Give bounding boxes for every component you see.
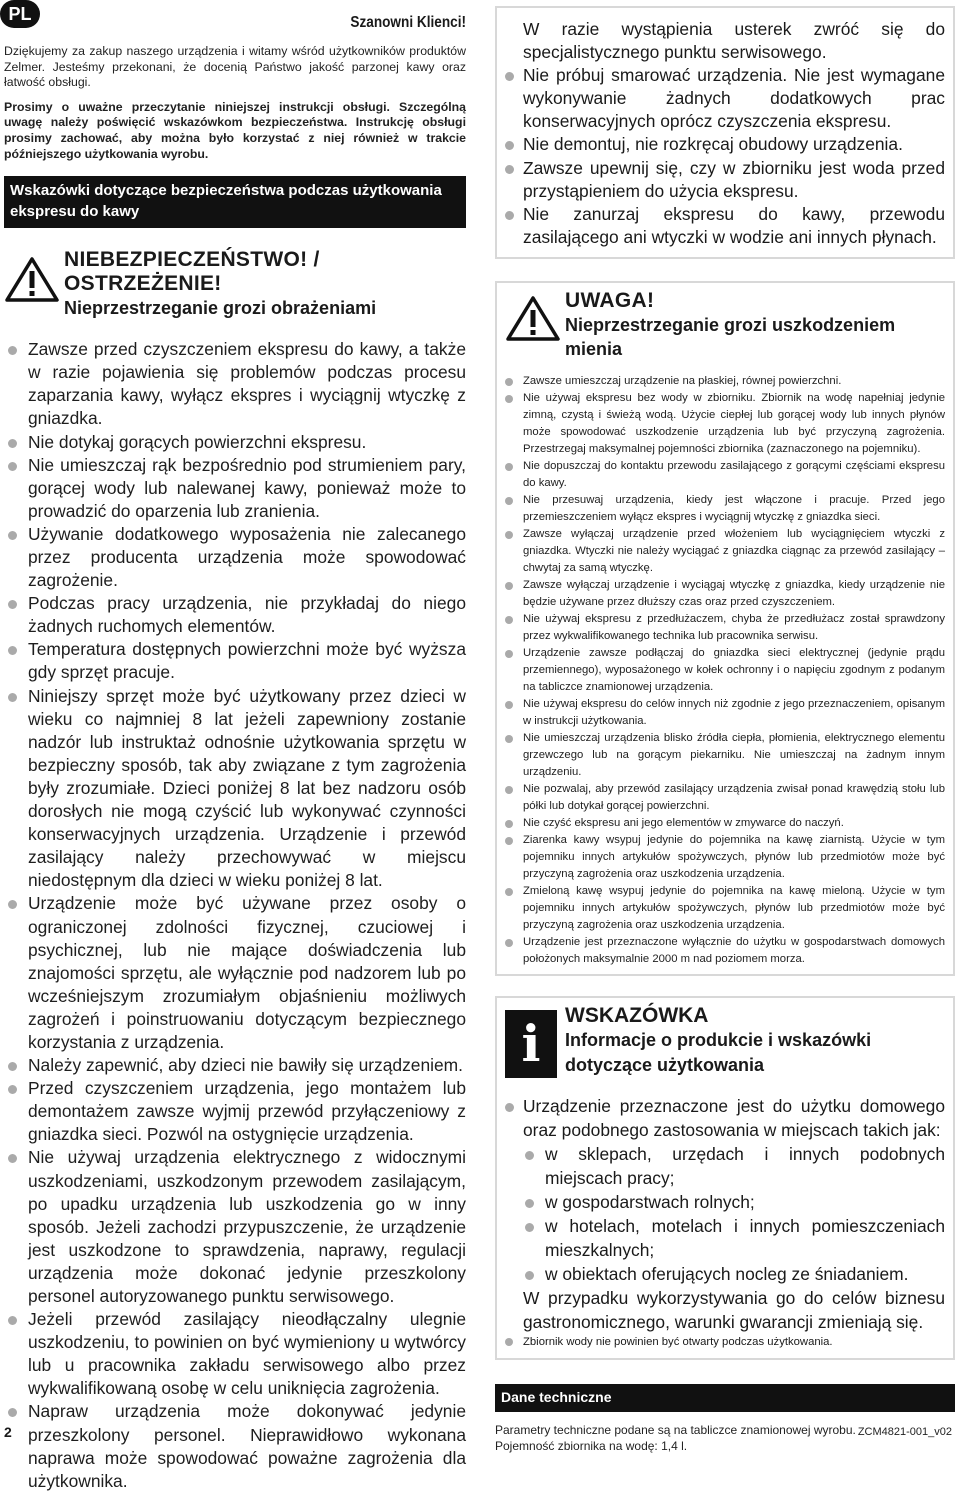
list-item: Nie pozwalaj, aby przewód zasilający urządzenia zwisał ponad krawędzią stołu lub półki lub dotykał gorącej powierzchni. [505,781,945,815]
list-item: Nie demontuj, nie rozkręcaj obudowy urządzenia. [505,133,945,156]
right-column [495,6,955,1455]
list-item: Napraw urządzenia może dokonywać jedynie przeszkolony personel. Nieprawidłowo wykonana naprawa może spowodować poważne zagrożenia dla użytkownika. [4,1400,466,1492]
list-item: w hotelach, motelach i innych pomieszczeniach mieszkalnych; [523,1214,945,1262]
list-item: Urządzenie zawsze podłączaj do gniazdka sieci elektrycznej (jedynie prądu przemiennego), wyposażonego w kołek ochronny i o napięciu zgodnym z podanym na tabliczce znamionowej urządzenia. [505,645,945,696]
danger-title: NIEBEZPIECZEŃSTWO! / OSTRZEŻENIE! [64,248,320,296]
greeting: Szanowni Klienci! [350,14,466,31]
tech-data-title: Dane techniczne [495,1384,955,1412]
list-item: Należy zapewnić, aby dzieci nie bawiły się urządzeniem. [4,1054,466,1077]
continuation-list [505,64,945,249]
info-sublist [523,1142,945,1286]
list-item: Nie dopuszczaj do kontaktu przewodu zasilającego z gorącymi częściami ekspresu do kawy. [505,458,945,492]
list-item: Zawsze wyłączaj urządzenie przed włożeniem lub wyciągnięciem wtyczki z gniazdka. Wtyczki nie należy wyciągać z gniazdka ciągnąc za przewód zasilający – chwytaj za samą wtyczkę. [505,526,945,577]
info-list [505,1094,945,1350]
intro-paragraph-bold: Prosimy o uważne przeczytanie niniejszej instrukcji obsługi. Szczególną uwagę należy poświęcić wskazówkom bezpieczeństwa. Instrukcję obsługi prosimy zachować, aby można było korzystać z niej również w trakcie późniejszego użytkowania wyrobu. [4,99,466,161]
list-item: Zawsze wyłączaj urządzenie i wyciągaj wtyczkę z gniazdka, kiedy urządzenie nie będzie używane przez dłuższy czas oraz przed czyszczeniem. [505,577,945,611]
list-item: Nie umieszczaj urządzenia blisko źródła ciepła, płomienia, elektrycznego elementu grzewczego lub na gorącym piekarniku. Nie umieszczaj na żadnym innym urządzeniu. [505,730,945,781]
caution-list [505,373,945,968]
list-item: w obiektach oferujących nocleg ze śniadaniem. [523,1262,945,1286]
list-item: Podczas pracy urządzenia, nie przykładaj do niego żadnych ruchomych elementów. [4,592,466,638]
language-badge: PL [0,0,40,28]
list-item: Zawsze przed czyszczeniem ekspresu do kawy, a także w razie pojawienia się problemów podczas procesu zaparzania kawy, wyłącz ekspres i wyciągnij wtyczkę z gniazdka. [4,338,466,430]
list-item: Zbiornik wody nie powinien być otwarty podczas użytkowania. [505,1334,945,1350]
list-item: Nie próbuj smarować urządzenia. Nie jest wymagane wykonywanie żadnych dodatkowych prac konserwacyjnych oprócz czyszczenia ekspresu. [505,64,945,133]
info-tail-text: W przypadku wykorzystywania go do celów biznesu gastronomicznego, warunki gwarancji zmieniają się. [523,1287,945,1332]
list-item: Zawsze umieszczaj urządzenie na płaskiej, równej powierzchni. [505,373,945,390]
danger-subtitle: Nieprzestrzeganie grozi obrażeniami [64,298,377,319]
list-item: Nie używaj urządzenia elektrycznego z widocznymi uszkodzeniami, uszkodzonym przewodem zasilającym, po upadku urządzenia lub uszkodzenia go w inny sposób. Jeżeli zachodzi przypuszczenie, że urządzenie jest uszkodzone to sprawdzenia, naprawy, regulacji urządzenia może dokonać jedynie przeszkolony personel autoryzowanego punktu serwisowego. [4,1146,466,1308]
list-item: Urządzenie jest przeznaczone wyłącznie do użytku w gospodarstwach domowych położonych maksymalnie 2000 m nad poziomem morza. [505,934,945,968]
list-item: Temperatura dostępnych powierzchni może być wyższa gdy sprzęt pracuje. [4,638,466,684]
tech-line: Pojemność zbiornika na wodę: 1,4 l. [495,1439,688,1454]
continuation-text: W razie wystąpienia usterek zwróć się do specjalistycznego punktu serwisowego. [523,19,945,63]
caution-title: UWAGA! [565,288,655,312]
intro-paragraph: Dziękujemy za zakup naszego urządzenia i witamy wśród użytkowników produktów Zelmer. Jesteśmy przekonani, że docenią Państwo jakość parzonej kawy oraz łatwość obsługi. [4,44,466,90]
tech-line: Parametry techniczne podane są na tabliczce znamionowej wyrobu. [495,1422,856,1437]
list-item: Nie używaj ekspresu bez wody w zbiorniku. Zbiornik na wodę napełniaj jedynie zimną, czystą i świeżą wodą. Użycie ciepłej lub gorącej wody lub innych płynów może spowodować uszkodzenie urządzenia lub być przyczyną zagrożenia. Przestrzegaj maksymalnej pojemności zbiornika (zaznaczonego na pojemniku). [505,390,945,458]
info-icon: i [505,1010,557,1078]
list-item: Nie używaj ekspresu do celów innych niż zgodnie z jego przeznaczeniem, opisanym w instrukcji użytkowania. [505,696,945,730]
list-item: Zmieloną kawę wsypuj jedynie do pojemnika na kawę mieloną. Użycie w tym pojemniku innych artykułów spożywczych, płynów lub przedmiotów może być przyczyną zagrożenia oraz uszkodzenia urządzenia. [505,883,945,934]
caution-triangle-icon [505,295,561,341]
danger-list [4,338,466,1493]
list-item: Nie używaj ekspresu z przedłużaczem, chyba że przedłużacz został sprawdzony przez wykwalifikowanego technika lub pracownika serwisu. [505,611,945,645]
left-column [4,6,466,1493]
list-item: Nie dotykaj gorących powierzchni ekspresu. [4,431,466,454]
info-main-text: Urządzenie przeznaczone jest do użytku domowego oraz podobnego zastosowania w miejscach takich jak: [523,1095,945,1140]
list-item: w sklepach, urzędach i innych podobnych miejscach pracy; [523,1142,945,1190]
list-item: Zawsze upewnij się, czy w zbiorniku jest woda przed przystąpieniem do użycia ekspresu. [505,157,945,203]
list-item: Niniejszy sprzęt może być użytkowany przez dzieci w wieku co najmniej 8 lat jeżeli zapewniony zostanie nadzór lub instruktaż odnośnie użytkowania sprzętu w bezpieczny sposób, tak aby związane z tym zagrożenia były zrozumiałe. Dzieci poniżej 8 lat bez nadzoru osób dorosłych nie mogą czyścić lub wykonywać czynności konserwacyjnych urządzenia. Urządzenie i przewód zasilający należy przechowywać w miejscu niedostępnym dla dzieci w wieku poniżej 8 lat. [4,685,466,893]
list-item [505,1094,945,1334]
list-item: Nie przesuwaj urządzenia, kiedy jest włączone i pracuje. Przed jego przemieszczeniem wyłącz ekspres i wyciągnij wtyczkę z gniazdka sieci. [505,492,945,526]
info-box [495,996,955,1360]
safety-section-title: Wskazówki dotyczące bezpieczeństwa podczas użytkowania ekspresu do kawy [4,176,466,228]
list-item: Używanie dodatkowego wyposażenia nie zalecanego przez producenta urządzenia może spowodować zagrożenie. [4,523,466,592]
warning-triangle-icon [4,256,60,302]
list-item: Nie czyść ekspresu ani jego elementów w zmywarce do naczyń. [505,815,945,832]
caution-box [495,281,955,976]
list-item: w gospodarstwach rolnych; [523,1190,945,1214]
document-code: ZCM4821-001_v02 [857,1426,952,1438]
list-item: Jeżeli przewód zasilający nieodłączalny ulegnie uszkodzeniu, to powinien on być wymieniony u wytwórcy lub u pracownika zakładu serwisowego albo przez wykwalifikowaną osobę w celu uniknięcia zagrożenia. [4,1308,466,1400]
list-item: Urządzenie może być używane przez osoby o ograniczonej zdolności fizycznej, czuciowej i psychicznej, lub nie mające doświadczenia lub znajomości sprzętu, ale wyłącznie pod nadzorem lub po wcześniejszym zrozumiałym objaśnieniu możliwych zagrożeń i poinstruowaniu dotyczącym bezpiecznego korzystania z urządzenia. [4,892,466,1054]
info-subtitle: Informacje o produkcie i wskazówki dotyczące użytkowania [565,1029,872,1075]
caution-subtitle: Nieprzestrzeganie grozi uszkodzeniem mienia [565,314,896,359]
info-header [505,1004,945,1078]
danger-header [4,248,466,320]
page-number: 2 [4,1424,12,1440]
info-title: WSKAZÓWKA [565,1003,709,1027]
list-item: Nie zanurzaj ekspresu do kawy, przewodu zasilającego ani wtyczki w wodzie ani innych płynach. [505,203,945,249]
danger-continuation-box [495,6,955,259]
caution-header [505,289,945,361]
list-item: Przed czyszczeniem urządzenia, jego montażem lub demontażem zawsze wyjmij przewód przyłączeniowy z gniazdka sieci. Pozwól na ostygnięcie urządzenia. [4,1077,466,1146]
list-item: Ziarenka kawy wsypuj jedynie do pojemnika na kawę ziarnistą. Użycie w tym pojemniku innych artykułów spożywczych, płynów lub przedmiotów może być przyczyną zagrożenia oraz uszkodzenia urządzenia. [505,832,945,883]
list-item: Nie umieszczaj rąk bezpośrednio pod strumieniem pary, gorącej wody lub nalewanej kawy, ponieważ może to prowadzić do oparzenia lub zranienia. [4,454,466,523]
